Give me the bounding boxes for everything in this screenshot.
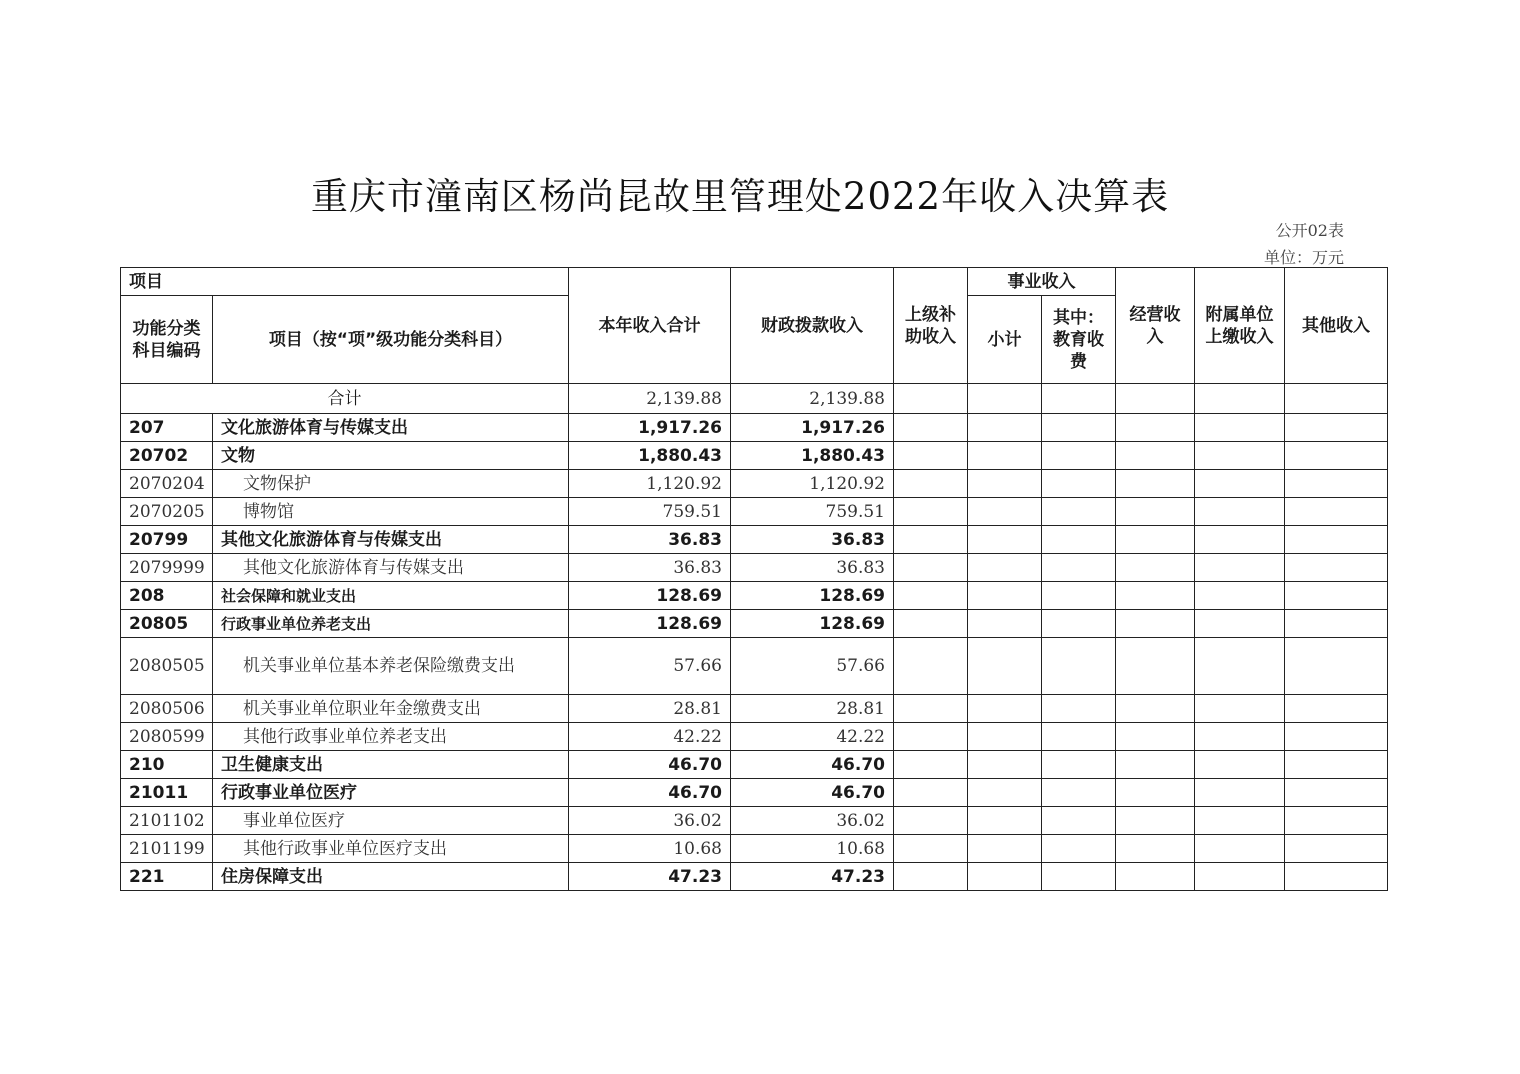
table-row	[121, 835, 1388, 863]
table-row	[121, 610, 1388, 638]
header-subtotal: 小计	[968, 296, 1042, 384]
row-total-income: 128.69	[569, 610, 731, 638]
page-title: 重庆市潼南区杨尚昆故里管理处2022年收入决算表	[310, 175, 1170, 218]
row-fiscal: 47.23	[731, 863, 894, 891]
row-fiscal: 1,120.92	[731, 470, 894, 498]
row-code: 221	[121, 863, 213, 891]
row-name: 行政事业单位养老支出	[213, 610, 569, 638]
row-name: 行政事业单位医疗	[213, 779, 569, 807]
row-fiscal: 759.51	[731, 498, 894, 526]
header-other: 其他收入	[1285, 268, 1388, 384]
row-total-income: 46.70	[569, 779, 731, 807]
row-fiscal: 36.83	[731, 554, 894, 582]
table-row	[121, 695, 1388, 723]
table-row	[121, 779, 1388, 807]
row-code: 208	[121, 582, 213, 610]
row-code: 2101199	[121, 835, 213, 863]
row-total-income: 36.02	[569, 807, 731, 835]
row-fiscal: 10.68	[731, 835, 894, 863]
header-operating: 经营收入	[1116, 268, 1195, 384]
row-name: 卫生健康支出	[213, 751, 569, 779]
row-fiscal: 42.22	[731, 723, 894, 751]
row-fiscal: 46.70	[731, 779, 894, 807]
row-fiscal: 128.69	[731, 582, 894, 610]
row-fiscal: 1,917.26	[731, 414, 894, 442]
row-fiscal: 28.81	[731, 695, 894, 723]
header-education: 其中：教育收费	[1042, 296, 1116, 384]
row-name: 文物	[213, 442, 569, 470]
total-row	[121, 384, 1388, 414]
row-code: 20805	[121, 610, 213, 638]
header-item-name: 项目（按“项”级功能分类科目）	[213, 296, 569, 384]
income-table	[120, 267, 1388, 891]
row-fiscal: 128.69	[731, 610, 894, 638]
table-row	[121, 498, 1388, 526]
row-code: 2101102	[121, 807, 213, 835]
row-name: 住房保障支出	[213, 863, 569, 891]
row-total-income: 10.68	[569, 835, 731, 863]
total-fiscal-value: 2,139.88	[731, 384, 894, 414]
row-code: 2080506	[121, 695, 213, 723]
header-fiscal: 财政拨款收入	[731, 268, 894, 384]
row-name: 其他文化旅游体育与传媒支出	[213, 554, 569, 582]
header-row-1	[121, 268, 1388, 296]
row-name: 其他行政事业单位医疗支出	[213, 835, 569, 863]
row-name: 其他文化旅游体育与传媒支出	[213, 526, 569, 554]
row-total-income: 36.83	[569, 554, 731, 582]
row-total-income: 47.23	[569, 863, 731, 891]
row-code: 2079999	[121, 554, 213, 582]
row-code: 2080599	[121, 723, 213, 751]
form-code: 公开02表	[1275, 221, 1344, 240]
row-name: 社会保障和就业支出	[213, 582, 569, 610]
row-code: 20702	[121, 442, 213, 470]
header-project: 项目	[121, 268, 569, 296]
row-name: 机关事业单位基本养老保险缴费支出	[213, 638, 569, 695]
table-row	[121, 723, 1388, 751]
row-fiscal: 36.83	[731, 526, 894, 554]
row-fiscal: 1,880.43	[731, 442, 894, 470]
table-row	[121, 638, 1388, 695]
row-total-income: 1,880.43	[569, 442, 731, 470]
row-total-income: 759.51	[569, 498, 731, 526]
row-code: 2070205	[121, 498, 213, 526]
table-row	[121, 526, 1388, 554]
header-superior: 上级补助收入	[894, 268, 968, 384]
row-name: 事业单位医疗	[213, 807, 569, 835]
table-row	[121, 554, 1388, 582]
row-code: 21011	[121, 779, 213, 807]
table-row	[121, 582, 1388, 610]
row-total-income: 46.70	[569, 751, 731, 779]
row-fiscal: 57.66	[731, 638, 894, 695]
row-total-income: 28.81	[569, 695, 731, 723]
header-total-income: 本年收入合计	[569, 268, 731, 384]
total-income-value: 2,139.88	[569, 384, 731, 414]
row-code: 2080505	[121, 638, 213, 695]
row-name: 机关事业单位职业年金缴费支出	[213, 695, 569, 723]
row-code: 210	[121, 751, 213, 779]
row-code: 2070204	[121, 470, 213, 498]
total-label: 合计	[121, 384, 569, 414]
row-name: 文物保护	[213, 470, 569, 498]
row-name: 文化旅游体育与传媒支出	[213, 414, 569, 442]
table-row	[121, 807, 1388, 835]
row-total-income: 36.83	[569, 526, 731, 554]
row-fiscal: 46.70	[731, 751, 894, 779]
row-total-income: 42.22	[569, 723, 731, 751]
header-func-code: 功能分类科目编码	[121, 296, 213, 384]
header-business: 事业收入	[968, 268, 1116, 296]
table-row	[121, 751, 1388, 779]
row-fiscal: 36.02	[731, 807, 894, 835]
row-name: 其他行政事业单位养老支出	[213, 723, 569, 751]
unit-label: 单位：万元	[1263, 248, 1344, 267]
row-code: 20799	[121, 526, 213, 554]
table-row	[121, 470, 1388, 498]
table-row	[121, 863, 1388, 891]
header-affiliated: 附属单位上缴收入	[1195, 268, 1285, 384]
row-total-income: 1,120.92	[569, 470, 731, 498]
row-total-income: 1,917.26	[569, 414, 731, 442]
table-row	[121, 442, 1388, 470]
table-row	[121, 414, 1388, 442]
row-code: 207	[121, 414, 213, 442]
row-name: 博物馆	[213, 498, 569, 526]
row-total-income: 128.69	[569, 582, 731, 610]
row-total-income: 57.66	[569, 638, 731, 695]
